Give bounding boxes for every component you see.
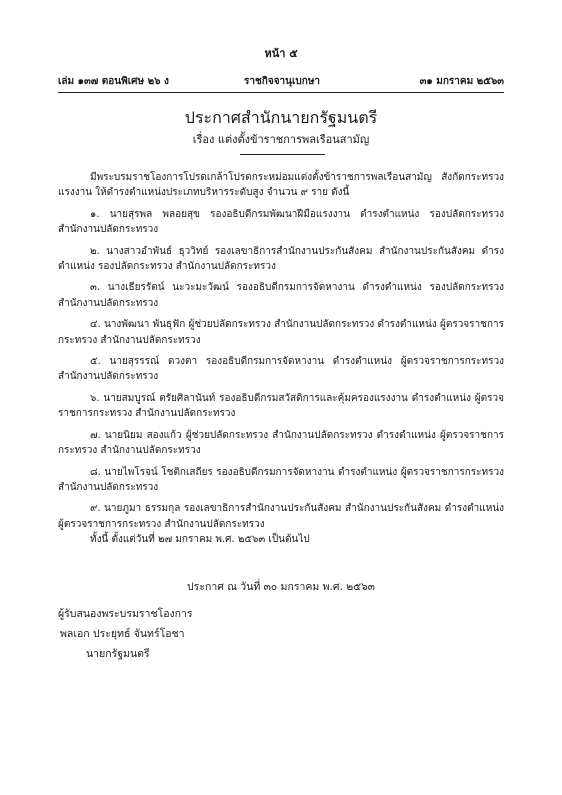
appointment-item-1: ๑. นายสุรพล พลอยสุข รองอธิบดีกรมพัฒนาฝีมือแรงงาน ดำรงตำแหน่ง รองปลัดกระทรวง สำนักงานปลัดกระทรวง <box>58 208 504 236</box>
title-divider <box>240 154 325 155</box>
announcement-subject: เรื่อง แต่งตั้งข้าราชการพลเรือนสามัญ <box>192 133 370 146</box>
appointment-item-2: ๒. นางสาวอำพันธ์ ธุววิทย์ รองเลขาธิการสำนักงานประกันสังคม สำนักงานประกันสังคม ดำรงตำแหน่ง รองปลัดกระทรวง สำนักงานปลัดกระทรวง <box>58 245 504 273</box>
appointment-item-4: ๔. นางพัฒนา พันธุฟัก ผู้ช่วยปลัดกระทรวง สำนักงานปลัดกระทรวง ดำรงตำแหน่ง ผู้ตรวจราชการกระทรวง สำนักงานปลัดกระทรวง <box>58 319 504 346</box>
signatory-position: นายกรัฐมนตรี <box>86 648 150 660</box>
appointment-item-7: ๗. นายนิยม สองแก้ว ผู้ช่วยปลัดกระทรวง สำนักงานปลัดกระทรวง ดำรงตำแหน่ง ผู้ตรวจราชการกระทรวง สำนักงานปลัดกระทรวง <box>58 429 504 457</box>
signature-block <box>58 604 193 664</box>
intro-paragraph: มีพระบรมราชโองการโปรดเกล้าโปรดกระหม่อมแต่งตั้งข้าราชการพลเรือนสามัญ สังกัดกระทรวงแรงงาน ให้ดำรงตำแหน่งประเภทบริหารระดับสูง จำนวน ๙ ราย ดังนี้ <box>58 172 504 199</box>
appointment-item-6: ๖. นายสมบูรณ์ ตรัยศิลานันท์ รองอธิบดีกรมสวัสดิการและคุ้มครองแรงงาน ดำรงตำแหน่ง ผู้ตรวจราชการกระทรวง สำนักงานปลัดกระทรวง <box>58 392 504 420</box>
publication-name: ราชกิจจานุเบกษา <box>244 76 321 87</box>
publication-date: ๓๑ มกราคม ๒๕๖๓ <box>419 76 504 87</box>
appointment-item-5: ๕. นายสุรรรณ์ ดวงตา รองอธิบดีกรมการจัดหางาน ดำรงตำแหน่ง ผู้ตรวจราชการกระทรวง สำนักงานปลัดกระทรวง <box>58 356 504 383</box>
appointment-item-9: ๙. นายภูมา ธรรมกุล รองเลขาธิการสำนักงานประกันสังคม สำนักงานประกันสังคม ดำรงตำแหน่ง ผู้ตรวจราชการกระทรวง สำนักงานปลัดกระทรวง <box>58 503 504 530</box>
appointment-item-3: ๓. นางเธียรรัตน์ นะวะมะวัฒน์ รองอธิบดีกรมการจัดหางาน ดำรงตำแหน่ง รองปลัดกระทรวง สำนักงานปลัดกระทรวง <box>58 282 504 309</box>
signatory-name: พลเอก ประยุทธ์ จันทร์โอชา <box>60 628 185 640</box>
announcement-date: ประกาศ ณ วันที่ ๓๐ มกราคม พ.ศ. ๒๕๖๓ <box>187 581 375 593</box>
announcement-body <box>58 170 504 548</box>
announcement-title: ประกาศสำนักนายกรัฐมนตรี <box>184 108 378 127</box>
appointment-item-8: ๘. นายไพโรจน์ โชติกเสถียร รองอธิบดีกรมการจัดหางาน ดำรงตำแหน่ง ผู้ตรวจราชการกระทรวง สำนักงานปลัดกระทรวง <box>58 466 504 493</box>
volume-info: เล่ม ๑๓๗ ตอนพิเศษ ๒๖ ง <box>58 76 169 87</box>
countersign-label: ผู้รับสนองพระบรมราชโองการ <box>58 608 193 620</box>
header-divider <box>58 92 504 93</box>
effective-date: ทั้งนี้ ตั้งแต่วันที่ ๒๗ มกราคม พ.ศ. ๒๕๖๓ เป็นต้นไป <box>90 534 310 546</box>
page-number: หน้า ๕ <box>264 47 298 60</box>
gazette-header <box>58 74 504 88</box>
